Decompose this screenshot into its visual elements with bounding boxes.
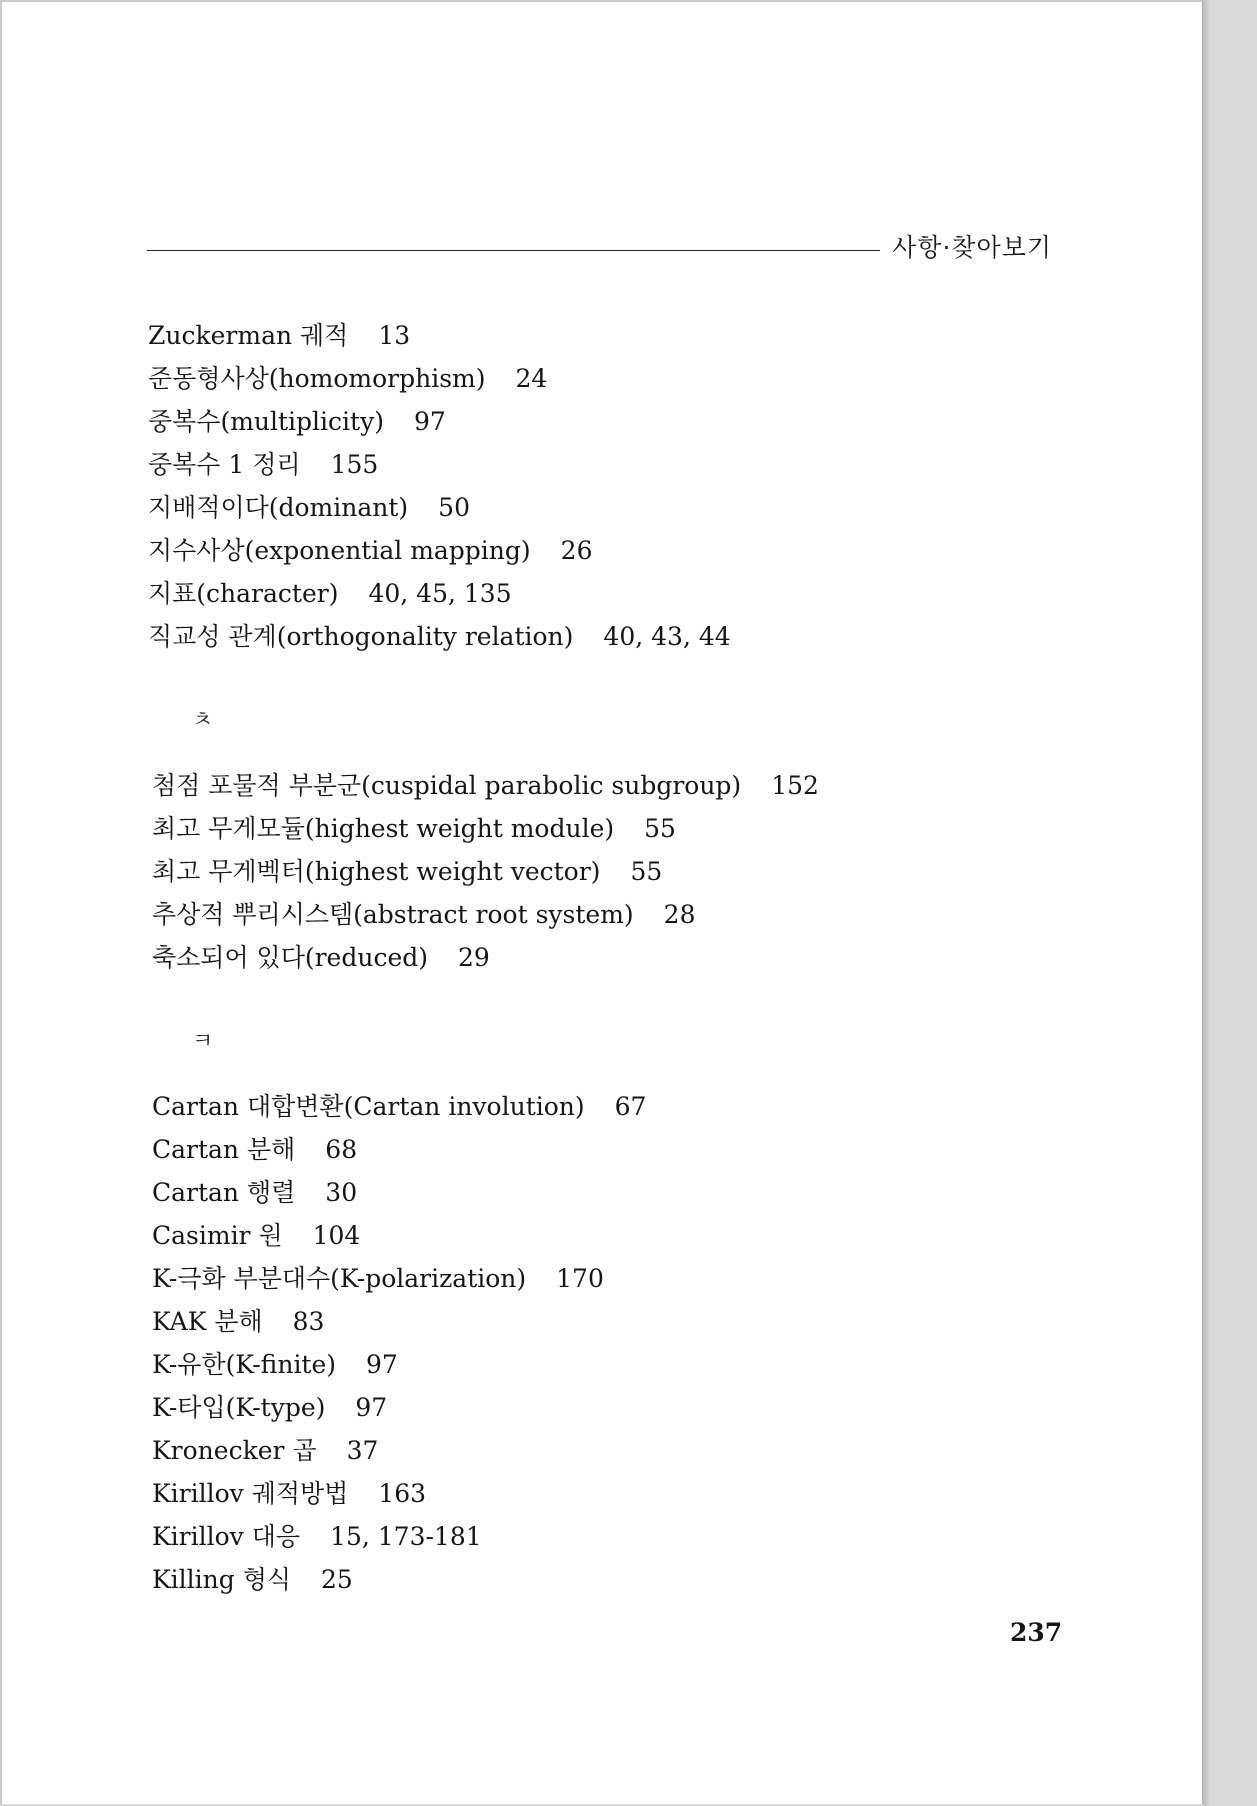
running-head-title: 사항·찾아보기: [892, 233, 1052, 262]
entry-term: Cartan 대합변환(Cartan involution): [152, 1092, 585, 1121]
header-rule: [147, 250, 880, 251]
section-letter: ㅋ: [192, 1029, 214, 1054]
entry-term: KAK 분해: [152, 1307, 263, 1336]
entry-term: 준동형사상(homomorphism): [148, 364, 486, 393]
page-number: 237: [1010, 1618, 1063, 1647]
entry-pages: 55: [630, 857, 663, 886]
entry-pages: 155: [330, 450, 379, 479]
entry-term: 지배적이다(dominant): [148, 493, 409, 522]
index-entry: [148, 529, 1048, 572]
running-head: [147, 228, 1052, 268]
index-entry: [148, 1300, 1048, 1343]
index-entry: [148, 893, 1048, 936]
index-entry: [148, 572, 1048, 615]
entry-term: 지수사상(exponential mapping): [148, 536, 531, 565]
entry-pages: 26: [560, 536, 593, 565]
entry-term: 지표(character): [148, 579, 339, 608]
index-entry: [148, 764, 1048, 807]
section-letter: ㅊ: [192, 708, 214, 733]
index-entry: [148, 850, 1048, 893]
index-entry: [148, 400, 1048, 443]
index-entry: [148, 807, 1048, 850]
entry-term: K-타입(K-type): [152, 1393, 326, 1422]
entry-pages: 40, 45, 135: [368, 579, 512, 608]
entry-term: Cartan 분해: [152, 1135, 296, 1164]
entry-pages: 170: [556, 1264, 604, 1293]
entry-term: 최고 무게모듈(highest weight module): [152, 814, 615, 843]
entry-pages: 24: [515, 364, 548, 393]
entry-pages: 55: [644, 814, 676, 843]
entry-term: Cartan 행렬: [152, 1178, 296, 1207]
entry-term: 추상적 뿌리시스템(abstract root system): [152, 900, 634, 929]
entry-pages: 83: [292, 1307, 325, 1336]
index-entry: [148, 1128, 1048, 1171]
index-entry: [148, 1472, 1048, 1515]
entry-term: 중복수 1 정리: [148, 450, 301, 479]
entry-term: Casimir 원: [152, 1221, 283, 1250]
entry-term: 첨점 포물적 부분군(cuspidal parabolic subgroup): [152, 771, 742, 800]
index-entry: [148, 1558, 1048, 1601]
index-entry: [148, 1085, 1048, 1128]
entry-pages: 40, 43, 44: [603, 622, 731, 651]
entry-pages: 37: [346, 1436, 379, 1465]
index-entry: [148, 486, 1048, 529]
index-entry: [148, 1257, 1048, 1300]
entry-term: K-극화 부분대수(K-polarization): [152, 1264, 527, 1293]
entry-pages: 28: [663, 900, 696, 929]
index-entry: [148, 1515, 1048, 1558]
entry-pages: 25: [321, 1565, 353, 1594]
entry-pages: 68: [325, 1135, 358, 1164]
entry-term: Zuckerman 궤적: [148, 321, 349, 350]
entry-term: Killing 형식: [152, 1565, 292, 1594]
index-entry: [148, 615, 1048, 658]
entry-term: 중복수(multiplicity): [148, 407, 384, 436]
entry-pages: 29: [458, 943, 490, 972]
entry-pages: 50: [438, 493, 470, 522]
page-edge-shadow: [1203, 0, 1211, 1806]
entry-pages: 67: [614, 1092, 647, 1121]
entry-term: 직교성 관계(orthogonality relation): [148, 622, 574, 651]
index-entry: [148, 1386, 1048, 1429]
index-entry: [148, 1171, 1048, 1214]
index-entry: [148, 1214, 1048, 1257]
entry-term: Kirillov 대응: [152, 1522, 301, 1551]
entry-pages: 152: [771, 771, 819, 800]
index-entries: [148, 314, 1048, 1601]
entry-pages: 97: [355, 1393, 388, 1422]
entry-term: K-유한(K-finite): [152, 1350, 337, 1379]
entry-pages: 97: [413, 407, 446, 436]
index-entry: [148, 936, 1048, 979]
entry-pages: 30: [325, 1178, 358, 1207]
index-entry: [148, 314, 1048, 357]
entry-term: Kirillov 궤적방법: [152, 1479, 349, 1508]
entry-term: 축소되어 있다(reduced): [152, 943, 429, 972]
entry-pages: 104: [312, 1221, 361, 1250]
entry-pages: 13: [378, 321, 411, 350]
index-entry: [148, 1343, 1048, 1386]
entry-term: Kronecker 곱: [152, 1436, 317, 1465]
entry-term: 최고 무게벡터(highest weight vector): [152, 857, 601, 886]
index-entry: [148, 443, 1048, 486]
entry-pages: 15, 173-181: [330, 1522, 482, 1551]
entry-pages: 163: [378, 1479, 427, 1508]
entry-pages: 97: [366, 1350, 398, 1379]
index-entry: [148, 357, 1048, 400]
index-entry: [148, 1429, 1048, 1472]
